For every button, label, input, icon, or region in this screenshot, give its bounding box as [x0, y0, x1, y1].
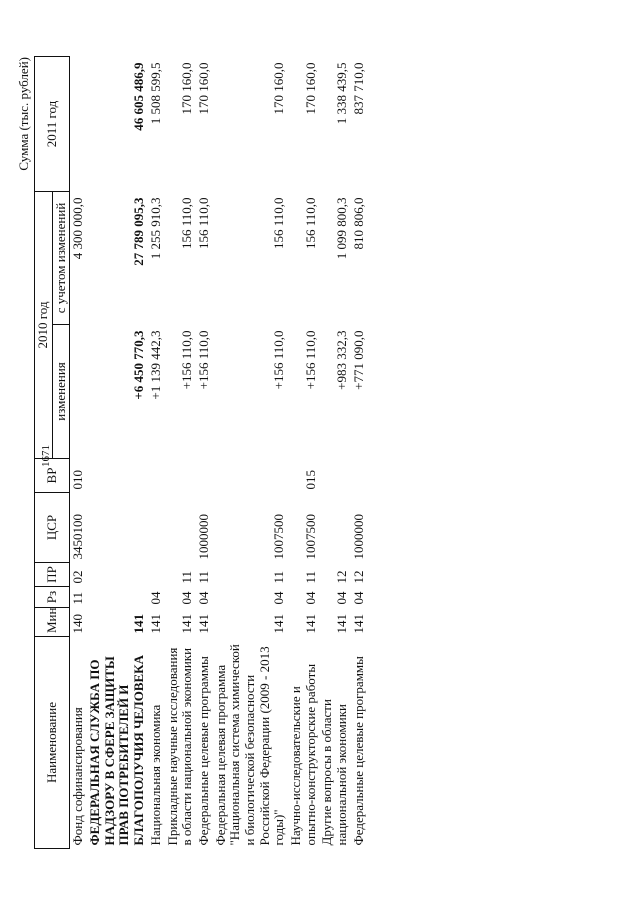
cell-2011: 1 508 599,5: [147, 62, 163, 125]
cell-changes: +156 110,0: [195, 330, 211, 390]
cell-min: 141: [302, 614, 318, 634]
cell-min: 141: [131, 614, 147, 634]
table-row: [196, 57, 213, 849]
cell-name: ФЕДЕРАЛЬНАЯ СЛУЖБА ПО НАДЗОРУ В СФЕРЕ ЗАЩИТЫ ПРАВ ПОТРЕБИТЕЛЕЙ И БЛАГОПОЛУЧИЯ ЧЕЛОВЕКА: [87, 655, 147, 846]
table-row: [70, 57, 87, 849]
cell-rz: 04: [271, 591, 287, 605]
cell-vr: 015: [302, 470, 318, 490]
cell-csr: 1000000: [195, 514, 211, 560]
header-vr: ВР: [35, 459, 70, 493]
cell-min: 141: [147, 614, 163, 634]
page-number: 1671: [40, 445, 52, 467]
cell-vr: [351, 459, 368, 493]
cell-rz: 11: [70, 591, 86, 605]
cell-rz: [87, 587, 148, 608]
cell-with-changes: 156 110,0: [195, 197, 211, 250]
cell-pr: 11: [271, 570, 287, 584]
cell-rz: 04: [350, 591, 366, 605]
header-rz: Рз: [35, 587, 70, 608]
cell-changes: +156 110,0: [179, 330, 195, 390]
header-year-2010: 2010 год: [35, 192, 53, 459]
cell-2011: 170 160,0: [179, 62, 195, 115]
cell-rz: 04: [147, 591, 163, 605]
cell-vr: 010: [70, 470, 86, 490]
table-row: [351, 57, 368, 849]
cell-with-changes: 810 806,0: [350, 197, 366, 250]
cell-changes: [70, 325, 87, 459]
table-row: [319, 57, 350, 849]
cell-csr: [87, 493, 148, 563]
cell-pr: 11: [195, 570, 211, 584]
cell-min: 141: [195, 614, 211, 634]
cell-vr: [87, 459, 148, 493]
table-row: [165, 57, 196, 849]
cell-csr: 1007500: [302, 514, 318, 560]
cell-vr: [196, 459, 213, 493]
table-row: [288, 57, 319, 849]
cell-min: 141: [350, 614, 366, 634]
header-with-changes: с учетом изменений: [52, 192, 70, 325]
cell-name: Другие вопросы в области национальной экономики: [319, 699, 350, 846]
cell-pr: 11: [302, 570, 318, 584]
cell-2011: 837 710,0: [350, 62, 366, 115]
cell-name: Фонд софинансирования: [70, 707, 86, 846]
cell-with-changes: 4 300 000,0: [70, 197, 86, 260]
header-year-2011: 2011 год: [35, 57, 70, 192]
cell-changes: +1 139 442,3: [147, 330, 163, 400]
cell-pr: [87, 563, 148, 587]
cell-rz: 04: [195, 591, 211, 605]
cell-min: 140: [70, 614, 86, 634]
cell-2011: 46 605 486,9: [131, 62, 147, 131]
header-pr: ПР: [35, 563, 70, 587]
cell-name: Федеральная целевая программа "Национальная система химической и биологической безопасности Российской Федерации (2009 - 2013 годы)": [212, 644, 287, 846]
cell-vr: [165, 459, 196, 493]
cell-vr: [213, 459, 288, 493]
cell-csr: [319, 493, 350, 563]
cell-name: Национальная экономика: [147, 704, 163, 846]
cell-csr: 1000000: [350, 514, 366, 560]
cell-with-changes: 156 110,0: [271, 197, 287, 250]
cell-with-changes: 1 255 910,3: [147, 197, 163, 260]
table-row: [213, 57, 288, 849]
cell-2011: 1 338 439,5: [334, 62, 350, 125]
cell-min: 141: [271, 614, 287, 634]
cell-name: Научно-исследовательские и опытно-конструкторские работы: [288, 663, 318, 846]
cell-pr: 02: [70, 570, 86, 584]
cell-rz: 04: [334, 591, 350, 605]
header-csr: ЦСР: [35, 493, 70, 563]
cell-changes: +983 332,3: [334, 330, 350, 390]
cell-changes: +156 110,0: [302, 330, 318, 390]
cell-name: Федеральные целевые программы: [350, 656, 366, 846]
table-header: [35, 57, 70, 849]
units-caption: Сумма (тыс. рублей): [16, 57, 31, 171]
cell-csr: [148, 493, 165, 563]
budget-table: [34, 56, 367, 849]
cell-min: 141: [179, 614, 195, 634]
cell-pr: 11: [179, 570, 195, 584]
table-body: [70, 57, 368, 849]
cell-2011: 170 160,0: [302, 62, 318, 115]
cell-pr: 12: [334, 570, 350, 584]
cell-name: Федеральные целевые программы: [195, 656, 211, 846]
rotated-page-content: [16, 49, 580, 849]
cell-csr: 1007500: [271, 514, 287, 560]
cell-changes: +771 090,0: [350, 330, 366, 390]
cell-csr: [165, 493, 196, 563]
table-row: [148, 57, 165, 849]
header-name: Наименование: [35, 637, 70, 849]
cell-name: Прикладные научные исследования в области национальной экономики: [164, 647, 195, 846]
cell-vr: [148, 459, 165, 493]
cell-with-changes: 156 110,0: [179, 197, 195, 250]
cell-vr: [319, 459, 350, 493]
cell-with-changes: 27 789 095,3: [131, 197, 147, 266]
cell-with-changes: 156 110,0: [302, 197, 318, 250]
header-min: Мин: [35, 608, 70, 637]
cell-rz: 04: [302, 591, 318, 605]
cell-changes: +6 450 770,3: [131, 330, 147, 400]
cell-changes: +156 110,0: [271, 330, 287, 390]
cell-2011: 170 160,0: [195, 62, 211, 115]
table-row: [87, 57, 148, 849]
cell-with-changes: 1 099 800,3: [334, 197, 350, 260]
cell-min: 141: [334, 614, 350, 634]
cell-2011: 170 160,0: [271, 62, 287, 115]
cell-csr: 3450100: [70, 514, 86, 560]
cell-rz: 04: [179, 591, 195, 605]
cell-pr: [148, 563, 165, 587]
cell-pr: 12: [350, 570, 366, 584]
header-changes: изменения: [52, 325, 70, 459]
cell-2011: [70, 57, 87, 192]
